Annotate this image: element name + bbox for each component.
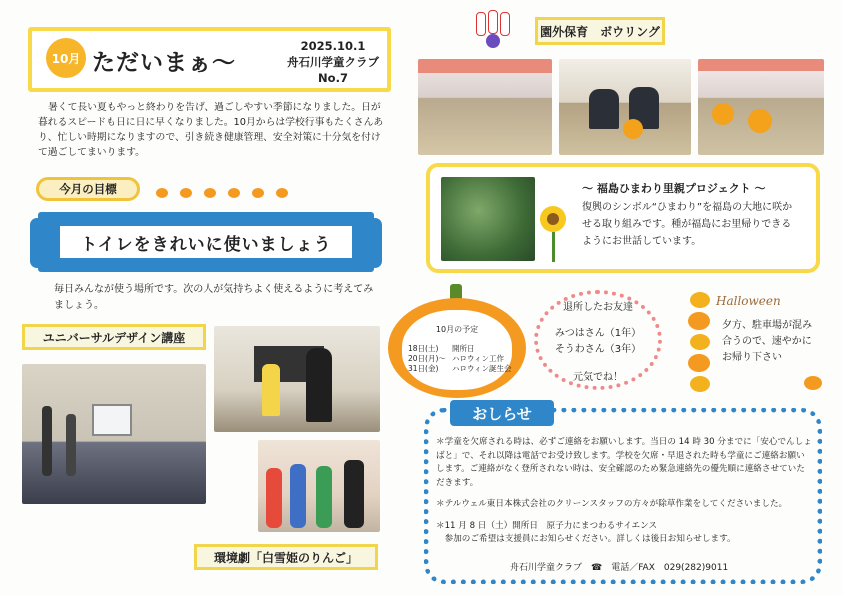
drama-label: 環境劇「白雪姫のりんご」 (194, 544, 378, 570)
issue-info (278, 38, 388, 86)
notice-footer: 舟石川学童クラブ ☎ 電話／FAX 029(282)9011 (510, 563, 729, 573)
universal-photo (22, 364, 206, 504)
intro-text: 暑くて長い夏もやっと終わりを告げ、過ごしやすい季節になりました。日が暮れるスピードも日に日に早くなりました。10月からは学校行事もたくさんあり、忙しい時期になりますので、引き続き健康管理、安全対策に十分気を付けて過ごしてまいります。 (38, 102, 384, 158)
bowling-photo-3 (698, 59, 824, 155)
farewell-closing: 元気でね！ (573, 372, 623, 383)
club-name: 舟石川学童クラブ (287, 55, 379, 69)
goal-banner-scroll (30, 212, 382, 276)
sunflower-photo (441, 177, 535, 261)
issue-number: No.7 (318, 71, 348, 85)
notice-item: 参加のご希望は支援員にお知らせください。詳しくは後日お知らせします。 (436, 534, 736, 544)
issue-date: 2025.10.1 (300, 39, 366, 53)
pumpkin-icon (156, 188, 168, 198)
farewell-title: 退所したお友達 (563, 302, 633, 313)
pumpkin-row (150, 182, 294, 201)
pumpkin-icon (228, 188, 240, 198)
month-label: 10月 (51, 51, 81, 66)
sunflower-text: 復興のシンボル“ひまわり”を福島の大地に咲かせる取り組みです。種が福島にお里帰りできるようにお世話しています。 (582, 202, 793, 247)
schedule-row: 31日(金) ハロウィン誕生会 (408, 364, 512, 373)
goal-banner-text: トイレをきれいに使いましょう (60, 226, 352, 258)
pumpkin-icon (276, 188, 288, 198)
drama-photo-1 (214, 326, 380, 432)
page-title: ただいまぁ～ (92, 50, 236, 76)
pumpkin-icon (252, 188, 264, 198)
bowling-pins-icon (470, 10, 516, 48)
halloween-pumpkin-icon (804, 376, 822, 390)
sunflower-title: ～ 福島ひまわり里親プロジェクト ～ (582, 182, 766, 195)
bowling-photo-1 (418, 59, 552, 155)
schedule-row: 20日(月)～ ハロウィン工作 (408, 354, 505, 363)
goal-label: 今月の目標 (36, 177, 140, 201)
farewell-name: そうわさん（3年） (554, 344, 642, 355)
halloween-text: 夕方、駐車場が混み合うので、速やかにお帰り下さい (722, 320, 812, 363)
schedule-list (408, 344, 512, 374)
halloween-logo: Halloween (716, 294, 781, 308)
notice-item: ＊テルウェル東日本株式会社のクリーンスタッフの方々が除草作業をしてくださいました。 (436, 499, 788, 509)
pumpkin-icon (180, 188, 192, 198)
goal-text: 毎日みんなが使う場所です。次の人が気持ちよく使えるように考えてみましょう。 (54, 284, 374, 311)
notice-title: おしらせ (450, 400, 554, 426)
notice-body (436, 436, 812, 547)
sunflower-icon (538, 206, 568, 262)
pumpkin-icon (204, 188, 216, 198)
bowling-label: 園外保育 ボウリング (535, 17, 665, 45)
notice-item: ＊学童を欠席される時は、必ずご連絡をお願いします。当日の 14 時 30 分までに「安心でんしょばと」で、それ以降は電話でお受け致します。学校を欠席・早退された時も学童にご連絡お願いします。ご連絡がなく登所されない時は、安全確認のため緊急連絡先の優先順に連絡させていただきます。 (436, 437, 812, 488)
bowling-photo-2 (559, 59, 691, 155)
halloween-pumpkin-stack (688, 292, 714, 392)
schedule-row: 18日(土) 開所日 (408, 344, 475, 353)
pumpkin-month-icon (46, 38, 86, 78)
drama-photo-2 (258, 440, 380, 532)
notice-item: ＊11 月 8 日（土）開所日 原子力にまつわるサイエンス (436, 520, 658, 531)
pumpkin-schedule (388, 284, 526, 398)
schedule-title: 10月の予定 (435, 325, 479, 334)
farewell-name: みつはさん（1年） (554, 328, 642, 339)
universal-label: ユニバーサルデザイン講座 (22, 324, 206, 350)
